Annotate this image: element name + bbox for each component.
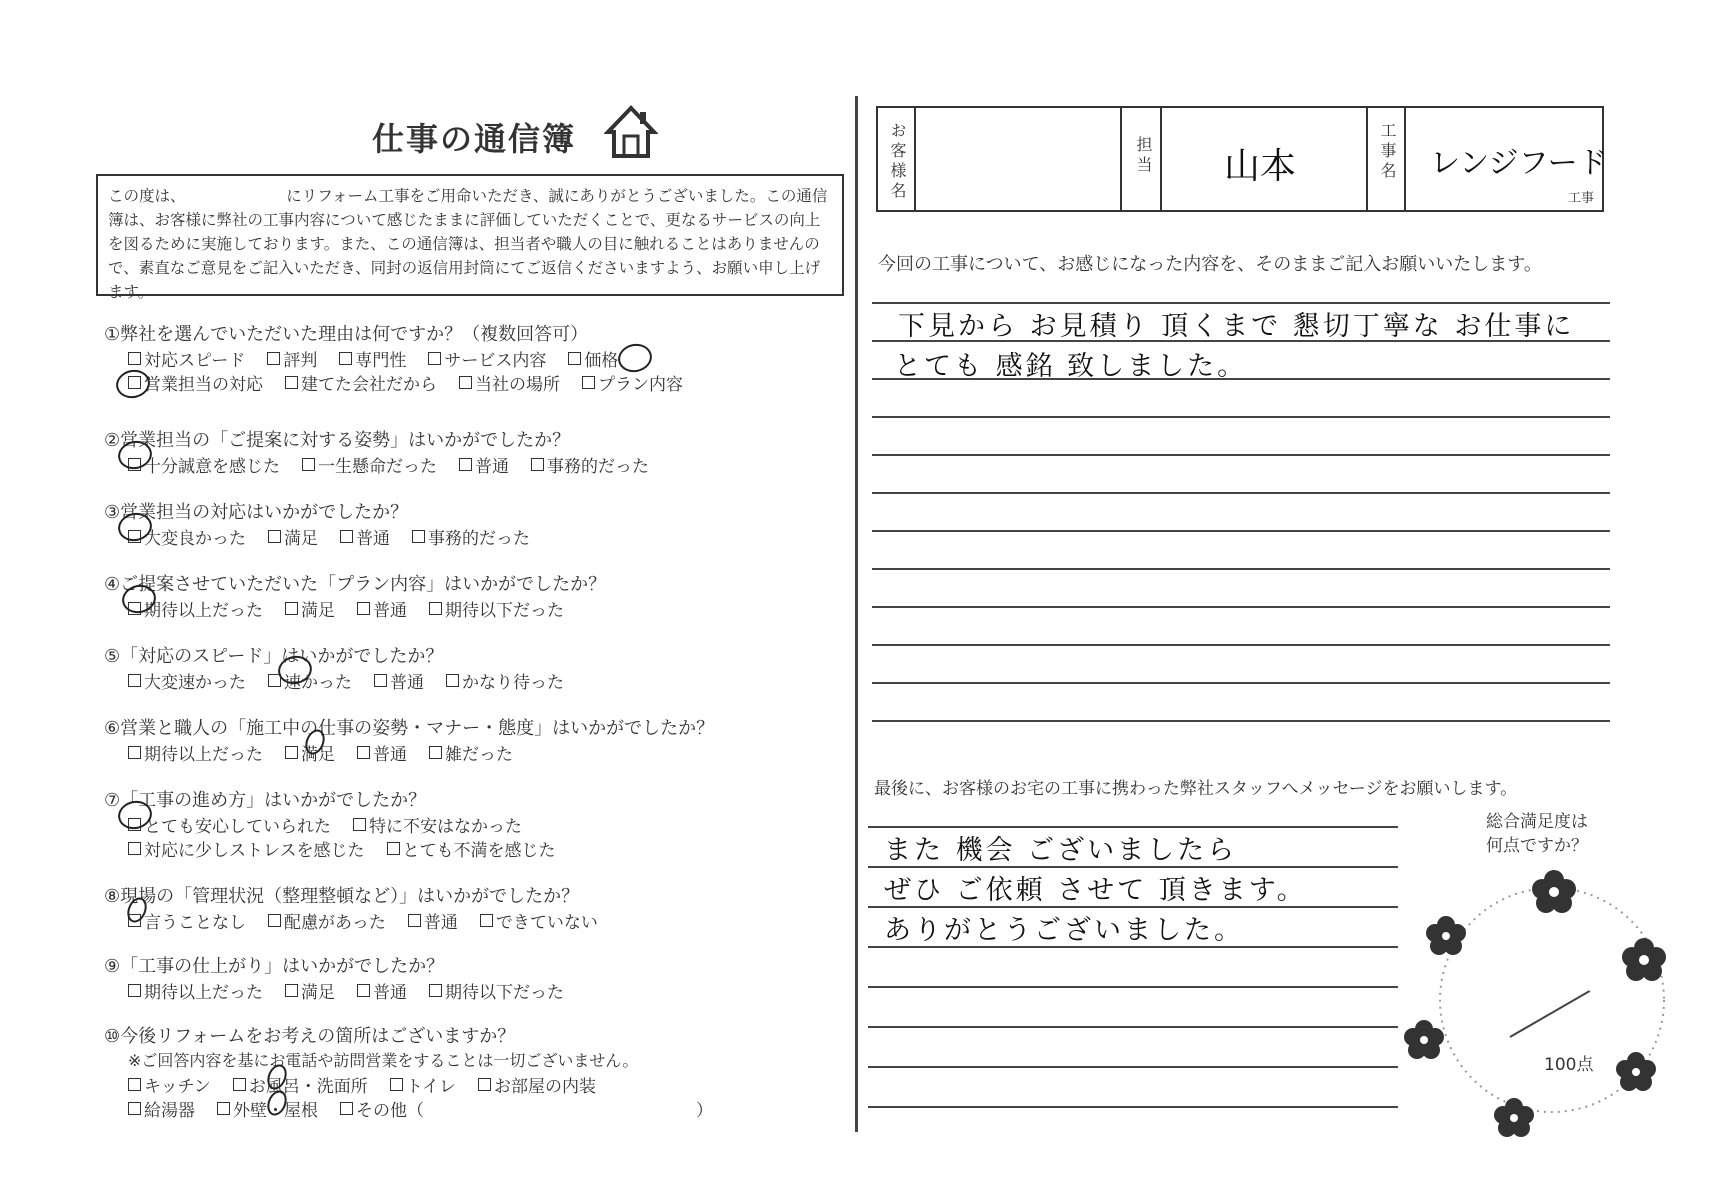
option-checkbox[interactable] (128, 978, 263, 1003)
work-label: 工事名 (1378, 122, 1397, 182)
checkbox-icon[interactable] (374, 674, 387, 687)
option-label: 満足 (284, 529, 318, 549)
ruled-line (872, 606, 1610, 608)
page-divider (855, 96, 858, 1132)
house-icon (604, 104, 658, 160)
option-label: サービス内容 (444, 351, 547, 371)
option-checkbox[interactable] (268, 524, 318, 549)
option-label: プラン内容 (598, 375, 683, 395)
option-label: 満足 (301, 745, 335, 765)
option-label: とても安心していられた (144, 817, 331, 837)
option-label: トイレ (405, 1077, 456, 1097)
flower-wreath-icon (1402, 850, 1702, 1150)
checkbox-icon[interactable] (285, 376, 298, 389)
staff-value-cell (1162, 108, 1368, 210)
option-label: 期待以上だった (144, 601, 263, 621)
option-row (128, 740, 535, 765)
option-checkbox[interactable] (285, 596, 335, 621)
checkbox-icon[interactable] (568, 352, 581, 365)
option-label: 評判 (283, 351, 318, 371)
option-checkbox[interactable] (267, 346, 317, 371)
option-label: 価格 (584, 351, 619, 371)
ruled-line (872, 720, 1610, 722)
ruled-line (868, 1026, 1398, 1028)
checkbox-icon[interactable] (408, 914, 421, 927)
option-checkbox[interactable] (340, 524, 390, 549)
checkbox-icon[interactable] (390, 1078, 403, 1091)
ruled-line (868, 1106, 1398, 1108)
staff-value: 山本 (1224, 146, 1297, 187)
option-checkbox[interactable] (128, 1072, 211, 1097)
option-label: 一生懸命だった (318, 457, 437, 477)
option-label: 外壁・屋根 (233, 1101, 318, 1121)
message-prompt: 最後に、お客様のお宅の工事に携わった弊社スタッフへメッセージをお願いします。 (874, 779, 1518, 799)
option-label: 期待以上だった (144, 983, 263, 1003)
option-row (128, 812, 544, 837)
question-label: ②営業担当の「ご提案に対する姿勢」はいかがでしたか？ (104, 430, 571, 451)
option-checkbox[interactable] (478, 1072, 596, 1097)
question-label: ⑥営業と職人の「施工中の仕事の姿勢・マナー・態度」はいかがでしたか？ (104, 718, 715, 739)
message-line-1: また 機会 ございましたら (884, 835, 1238, 866)
option-label: 建てた会社だから (301, 375, 437, 395)
option-row (128, 836, 578, 861)
option-label: 速かった (284, 673, 352, 693)
work-value-cell (1406, 108, 1608, 210)
option-label: キッチン (144, 1077, 211, 1097)
checkbox-icon[interactable] (267, 352, 280, 365)
option-row (128, 524, 552, 549)
work-label-cell (1368, 108, 1406, 210)
option-label: お風呂・洗面所 (248, 1077, 368, 1097)
option-label: 十分誠意を感じた (144, 457, 280, 477)
option-checkbox[interactable] (428, 346, 546, 371)
score-label-line-2: 何点ですか？ (1486, 836, 1588, 856)
option-row (128, 596, 586, 621)
option-label: その他（ ） (356, 1101, 713, 1121)
checkbox-icon[interactable] (387, 842, 400, 855)
ruled-line (872, 682, 1610, 684)
option-checkbox[interactable] (412, 524, 530, 549)
checkbox-icon[interactable] (340, 530, 353, 543)
comment-line-2: とても 感銘 致しました。 (894, 351, 1248, 382)
option-label: 事務的だった (428, 529, 530, 549)
score-label-line-1: 総合満足度は (1486, 812, 1588, 832)
header-table (876, 106, 1608, 212)
option-checkbox[interactable] (357, 596, 407, 621)
option-checkbox[interactable] (285, 370, 437, 395)
option-checkbox[interactable] (339, 346, 406, 371)
option-row (128, 452, 671, 477)
option-checkbox[interactable] (459, 452, 509, 477)
checkbox-icon[interactable] (446, 674, 459, 687)
checkbox-icon[interactable] (428, 352, 441, 365)
comment-line-1: 下見から お見積り 頂くまで 懇切丁寧な お仕事に (898, 311, 1575, 342)
option-checkbox[interactable] (128, 836, 365, 861)
option-label: できていない (495, 913, 598, 933)
checkbox-icon[interactable] (340, 1102, 353, 1115)
option-label: 大変良かった (144, 529, 246, 549)
work-suffix: 工事 (1567, 191, 1594, 206)
option-checkbox[interactable] (128, 740, 263, 765)
ruled-line (872, 568, 1610, 570)
option-checkbox[interactable] (408, 908, 458, 933)
option-checkbox[interactable] (374, 668, 424, 693)
checkbox-icon[interactable] (357, 746, 370, 759)
ruled-line (872, 530, 1610, 532)
checkbox-icon[interactable] (412, 530, 425, 543)
option-checkbox[interactable] (568, 346, 618, 371)
option-row (128, 370, 705, 395)
option-label: 雑だった (445, 745, 513, 765)
option-label: 特に不安はなかった (369, 817, 522, 837)
ruled-line (872, 454, 1610, 456)
option-label: 当社の場所 (475, 375, 560, 395)
option-label: 期待以下だった (445, 601, 564, 621)
customer-label-cell (878, 108, 916, 210)
option-checkbox[interactable] (128, 1096, 195, 1121)
option-label: 普通 (356, 529, 390, 549)
option-checkbox[interactable] (353, 812, 522, 837)
question-note: ※ご回答内容を基にお電話や訪問営業をすることは一切ございません。 (128, 1051, 639, 1070)
message-line-2: ぜひ ご依頼 させて 頂きます。 (884, 875, 1307, 906)
question-label: ⑧現場の「管理状況（整理整頓など）」はいかがでしたか？ (104, 886, 580, 907)
option-checkbox[interactable] (340, 1096, 713, 1121)
option-checkbox[interactable] (480, 908, 598, 933)
option-checkbox[interactable] (128, 812, 331, 837)
survey-title: 仕事の通信簿 (372, 120, 577, 158)
option-checkbox[interactable] (268, 908, 386, 933)
option-label: かなり待った (462, 673, 564, 693)
option-label: 普通 (390, 673, 424, 693)
checkbox-icon[interactable] (128, 746, 141, 759)
option-checkbox[interactable] (233, 1072, 368, 1097)
option-row (128, 978, 586, 1003)
option-label: 期待以上だった (144, 745, 263, 765)
checkbox-icon[interactable] (302, 458, 315, 471)
option-label: 普通 (475, 457, 509, 477)
customer-value-cell (916, 108, 1122, 210)
option-checkbox[interactable] (285, 978, 335, 1003)
option-checkbox[interactable] (582, 370, 683, 395)
question-label: ⑤「対応のスピード」はいかがでしたか？ (104, 646, 444, 667)
checkbox-icon[interactable] (429, 602, 442, 615)
option-row (128, 346, 640, 371)
checkbox-icon[interactable] (480, 914, 493, 927)
score-value: 100点 (1544, 1055, 1594, 1075)
checkbox-icon[interactable] (128, 842, 141, 855)
question-label: ⑨「工事の仕上がり」はいかがでしたか？ (104, 956, 445, 977)
question-label: ④ご提案させていただいた「プラン内容」はいかがでしたか？ (104, 574, 607, 595)
option-label: 営業担当の対応 (144, 375, 263, 395)
option-checkbox[interactable] (531, 452, 649, 477)
checkbox-icon[interactable] (268, 914, 281, 927)
option-label: 満足 (301, 601, 335, 621)
staff-label: 担当 (1134, 136, 1153, 176)
option-checkbox[interactable] (390, 1072, 456, 1097)
ruled-line (868, 986, 1398, 988)
option-row (128, 668, 586, 693)
checkbox-icon[interactable] (233, 1078, 246, 1091)
option-row (128, 1072, 618, 1097)
checkbox-icon[interactable] (128, 352, 141, 365)
option-label: 普通 (373, 601, 407, 621)
question-label: ①弊社を選んでいただいた理由は何ですか？（複数回答可） (104, 324, 589, 345)
option-label: 大変速かった (144, 673, 246, 693)
checkbox-icon[interactable] (429, 984, 442, 997)
checkbox-icon[interactable] (128, 1102, 141, 1115)
comment-prompt: 今回の工事について、お感じになった内容を、そのままご記入お願いいたします。 (878, 254, 1542, 275)
option-label: 普通 (373, 983, 407, 1003)
option-checkbox[interactable] (357, 740, 407, 765)
staff-label-cell (1122, 108, 1162, 210)
option-checkbox[interactable] (429, 596, 564, 621)
option-checkbox[interactable] (357, 978, 407, 1003)
checkbox-icon[interactable] (128, 1078, 141, 1091)
ruled-line (872, 644, 1610, 646)
option-label: お部屋の内装 (493, 1077, 596, 1097)
option-label: 満足 (301, 983, 335, 1003)
checkbox-icon[interactable] (353, 818, 366, 831)
option-checkbox[interactable] (128, 668, 246, 693)
option-label: 事務的だった (547, 457, 649, 477)
question-label: ⑩今後リフォームをお考えの箇所はございますか？ (104, 1026, 516, 1047)
option-checkbox[interactable] (128, 346, 245, 371)
option-label: 期待以下だった (445, 983, 564, 1003)
option-label: 普通 (373, 745, 407, 765)
checkbox-icon[interactable] (459, 458, 472, 471)
question-label: ③営業担当の対応はいかがでしたか？ (104, 502, 409, 523)
checkbox-icon[interactable] (339, 352, 352, 365)
work-value: レンジフード (1430, 146, 1608, 181)
checkbox-icon[interactable] (478, 1078, 491, 1091)
message-line-3: ありがとうございました。 (884, 915, 1244, 946)
checkbox-icon[interactable] (459, 376, 472, 389)
checkbox-icon[interactable] (285, 602, 298, 615)
option-label: 専門性 (355, 351, 407, 371)
checkbox-icon[interactable] (285, 984, 298, 997)
option-label: 言うことなし (144, 913, 246, 933)
checkbox-icon[interactable] (268, 530, 281, 543)
checkbox-icon[interactable] (128, 674, 141, 687)
checkbox-icon[interactable] (357, 602, 370, 615)
option-label: 配慮があった (284, 913, 386, 933)
option-checkbox[interactable] (446, 668, 564, 693)
option-checkbox[interactable] (302, 452, 437, 477)
checkbox-icon[interactable] (217, 1102, 230, 1115)
checkbox-icon[interactable] (531, 458, 544, 471)
option-checkbox[interactable] (387, 836, 556, 861)
option-row (128, 908, 620, 933)
checkbox-icon[interactable] (128, 984, 141, 997)
ruled-line (868, 1066, 1398, 1068)
checkbox-icon[interactable] (429, 746, 442, 759)
checkbox-icon[interactable] (357, 984, 370, 997)
option-checkbox[interactable] (459, 370, 560, 395)
ruled-line (872, 492, 1610, 494)
question-label: ⑦「工事の進め方」はいかがでしたか？ (104, 790, 427, 811)
option-label: 対応に少しストレスを感じた (144, 841, 365, 861)
checkbox-icon[interactable] (285, 746, 298, 759)
option-checkbox[interactable] (429, 740, 513, 765)
option-label: 対応スピード (144, 351, 246, 371)
ruled-line (872, 416, 1610, 418)
option-label: 給湯器 (144, 1101, 195, 1121)
customer-label: お客様名 (888, 122, 907, 202)
option-row (128, 1096, 735, 1121)
option-label: 普通 (423, 913, 458, 933)
option-label: とても不満を感じた (402, 841, 556, 861)
option-checkbox[interactable] (429, 978, 564, 1003)
checkbox-icon[interactable] (582, 376, 595, 389)
intro-box: この度は、 にリフォーム工事をご用命いただき、誠にありがとうございました。この通信簿は、お客様に弊社の工事内容について感じたままに評価していただくことで、更なるサービスの向上を図るために実施しております。また、この通信簿は、担当者や職人の目に触れることはありませんので、素直なご意見をご記入いただき、同封の返信用封筒にてご返信くださいますよう、お願い申し上げます。 (96, 174, 844, 296)
